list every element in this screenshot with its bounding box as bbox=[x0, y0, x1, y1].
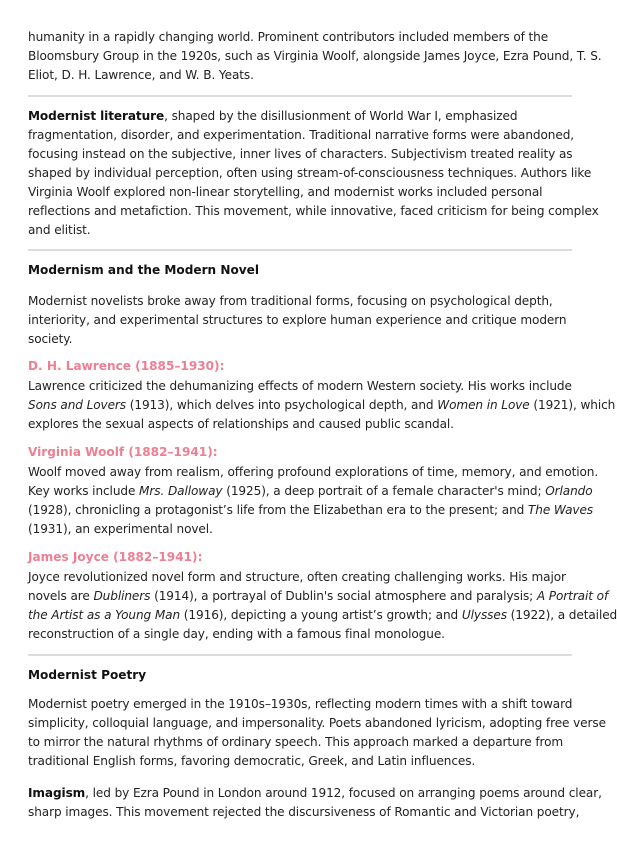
author-heading-lawrence: D. H. Lawrence (1885–1930): bbox=[28, 359, 225, 373]
divider bbox=[28, 654, 572, 656]
modernist-literature-paragraph: Modernist literature, shaped by the disillusionment of World War I, emphasized fragmentation, disorder, and experimentation. Traditional narrative forms were abandoned, focusing instead on the subjective, inner lives of characters. Subjectivism treated reality as shaped by individual perception, often using stream-of-consciousness techniques. Authors like Virginia Woolf explored non-linear storytelling, and modernist works included personal reflections and metafiction. This movement, while innovative, faced criticism for being complex and elitist. bbox=[28, 109, 599, 237]
divider bbox=[28, 249, 572, 251]
section-heading-modernist-poetry: Modernist Poetry bbox=[28, 668, 147, 682]
author-heading-joyce: James Joyce (1882–1941): bbox=[28, 550, 203, 564]
modernist-poetry-paragraph: Modernist poetry emerged in the 1910s–1930s, reflecting modern times with a shift toward simplicity, colloquial language, and impersonality. Poets abandoned lyricism, adopting free verse to mirror the natural rhythms of ordinary speech. This approach marked a departure from traditional English forms, favoring democratic, Greek, and Latin influences. bbox=[28, 697, 606, 768]
woolf-paragraph: Woolf moved away from realism, offering profound explorations of time, memory, and emotion. Key works include Mrs. Dalloway (1925), a deep portrait of a female character's mind; Orlando (1928), chronicling a protagonist’s life from the Elizabethan era to the present; and The Waves (1931), an experimental novel. bbox=[28, 465, 599, 536]
author-heading-woolf: Virginia Woolf (1882–1941): bbox=[28, 445, 218, 459]
modern-novel-paragraph: Modernist novelists broke away from traditional forms, focusing on psychological depth, interiority, and experimental structures to explore human experience and critique modern society. bbox=[28, 294, 567, 346]
divider bbox=[28, 95, 572, 97]
lawrence-paragraph: Lawrence criticized the dehumanizing effects of modern Western society. His works include Sons and Lovers (1913), which delves into psychological depth, and Women in Love (1921), which explores the sexual aspects of relationships and caused public scandal. bbox=[28, 379, 616, 431]
intro-paragraph: humanity in a rapidly changing world. Prominent contributors included members of the Bloomsbury Group in the 1920s, such as Virginia Woolf, alongside James Joyce, Ezra Pound, T. S. Eliot, D. H. Lawrence, and W. B. Yeats. bbox=[28, 30, 602, 82]
term-modernist-literature: Modernist literature bbox=[28, 109, 165, 123]
imagism-paragraph: Imagism, led by Ezra Pound in London around 1912, focused on arranging poems around clear, sharp images. This movement rejected the discursiveness of Romantic and Victorian poetry, bbox=[28, 786, 602, 819]
term-imagism: Imagism bbox=[28, 786, 86, 800]
section-heading-modern-novel: Modernism and the Modern Novel bbox=[28, 263, 260, 277]
joyce-paragraph: Joyce revolutionized novel form and structure, often creating challenging works. His major novels are Dubliners (1914), a portrayal of Dublin's social atmosphere and paralysis; A Portrait of the Artist as a Young Man (1916), depicting a young artist’s growth; and Ulysses (1922), a detailed reconstruction of a single day, ending with a famous final monologue. bbox=[28, 570, 617, 641]
